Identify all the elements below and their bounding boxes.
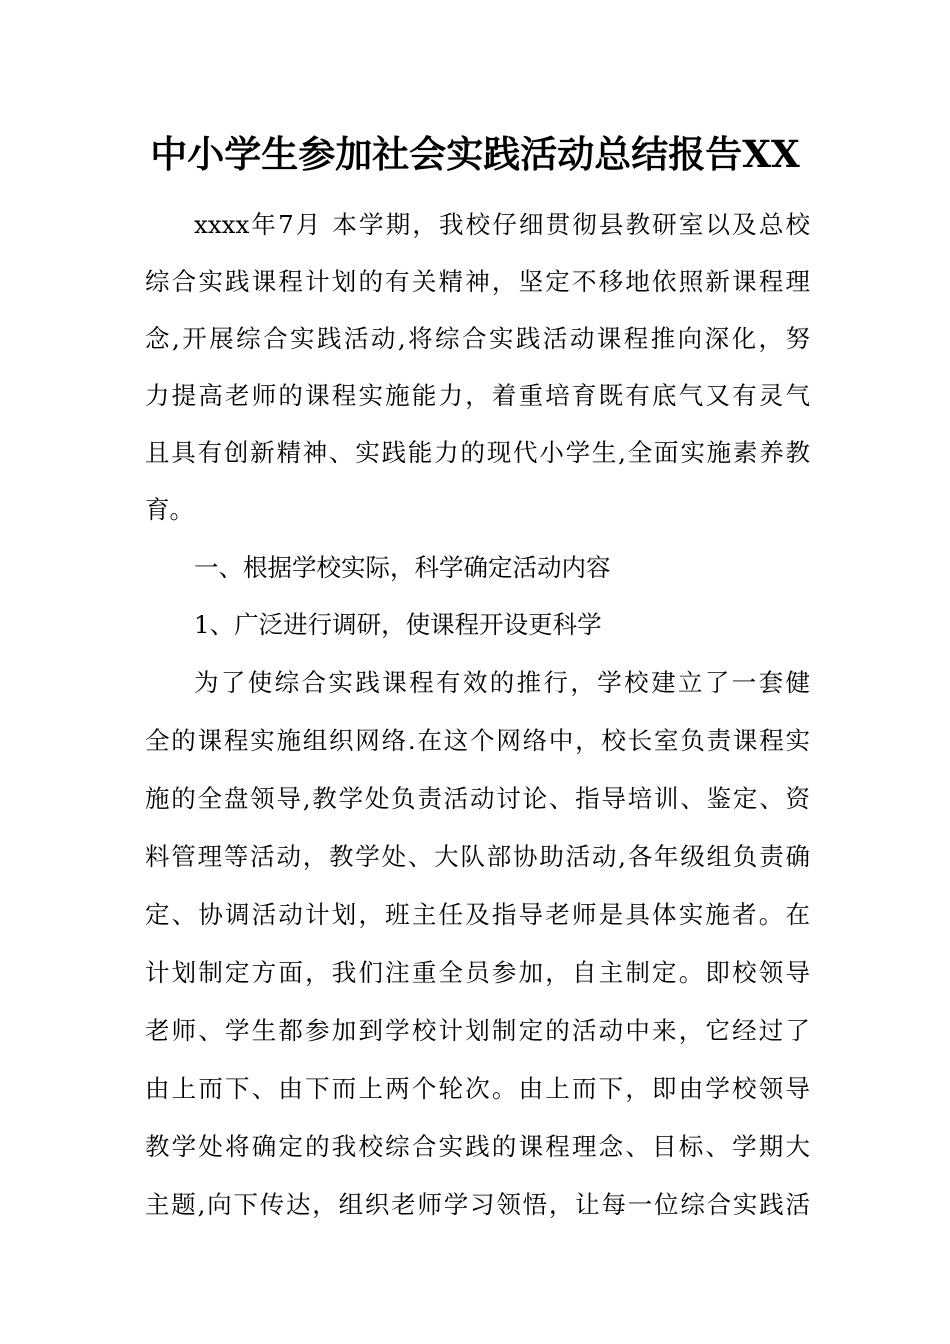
paragraph-line: 施的全盘领导,教学处负责活动讨论、指导培训、鉴定、资 bbox=[145, 784, 810, 813]
paragraph-line: 综合实践课程计划的有关精神，坚定不移地依照新课程理 bbox=[145, 267, 810, 296]
document-title: 中小学生参加社会实践活动总结报告XX bbox=[150, 132, 800, 176]
paragraph-line: 定、协调活动计划，班主任及指导老师是具体实施者。在 bbox=[145, 900, 810, 929]
paragraph-line: 料管理等活动，教学处、大队部协助活动,各年级组负责确 bbox=[145, 842, 810, 871]
paragraph-line: 由上而下、由下而上两个轮次。由上而下，即由学校领导 bbox=[145, 1074, 810, 1103]
paragraph-line: 计划制定方面，我们注重全员参加，自主制定。即校领导 bbox=[145, 958, 810, 987]
paragraph-line: xxxx年7月 本学期，我校仔细贯彻县教研室以及总校 bbox=[194, 210, 810, 239]
paragraph-line: 且具有创新精神、实践能力的现代小学生,全面实施素养教 bbox=[145, 438, 810, 467]
paragraph-line: 主题,向下传达，组织老师学习领悟，让每一位综合实践活 bbox=[145, 1190, 810, 1219]
paragraph-line: 念,开展综合实践活动,将综合实践活动课程推向深化，努 bbox=[145, 324, 810, 353]
paragraph-line: 力提高老师的课程实施能力，着重培育既有底气又有灵气 bbox=[145, 381, 810, 410]
paragraph-line: 育。 bbox=[145, 495, 194, 524]
paragraph-line: 为了使综合实践课程有效的推行，学校建立了一套健 bbox=[194, 668, 810, 697]
subsection-heading: 1、广泛进行调研，使课程开设更科学 bbox=[194, 610, 602, 639]
paragraph-line: 老师、学生都参加到学校计划制定的活动中来，它经过了 bbox=[145, 1016, 810, 1045]
paragraph-line: 教学处将确定的我校综合实践的课程理念、目标、学期大 bbox=[145, 1132, 810, 1161]
paragraph-line: 全的课程实施组织网络.在这个网络中，校长室负责课程实 bbox=[145, 726, 810, 755]
section-heading: 一、根据学校实际，科学确定活动内容 bbox=[194, 553, 611, 582]
